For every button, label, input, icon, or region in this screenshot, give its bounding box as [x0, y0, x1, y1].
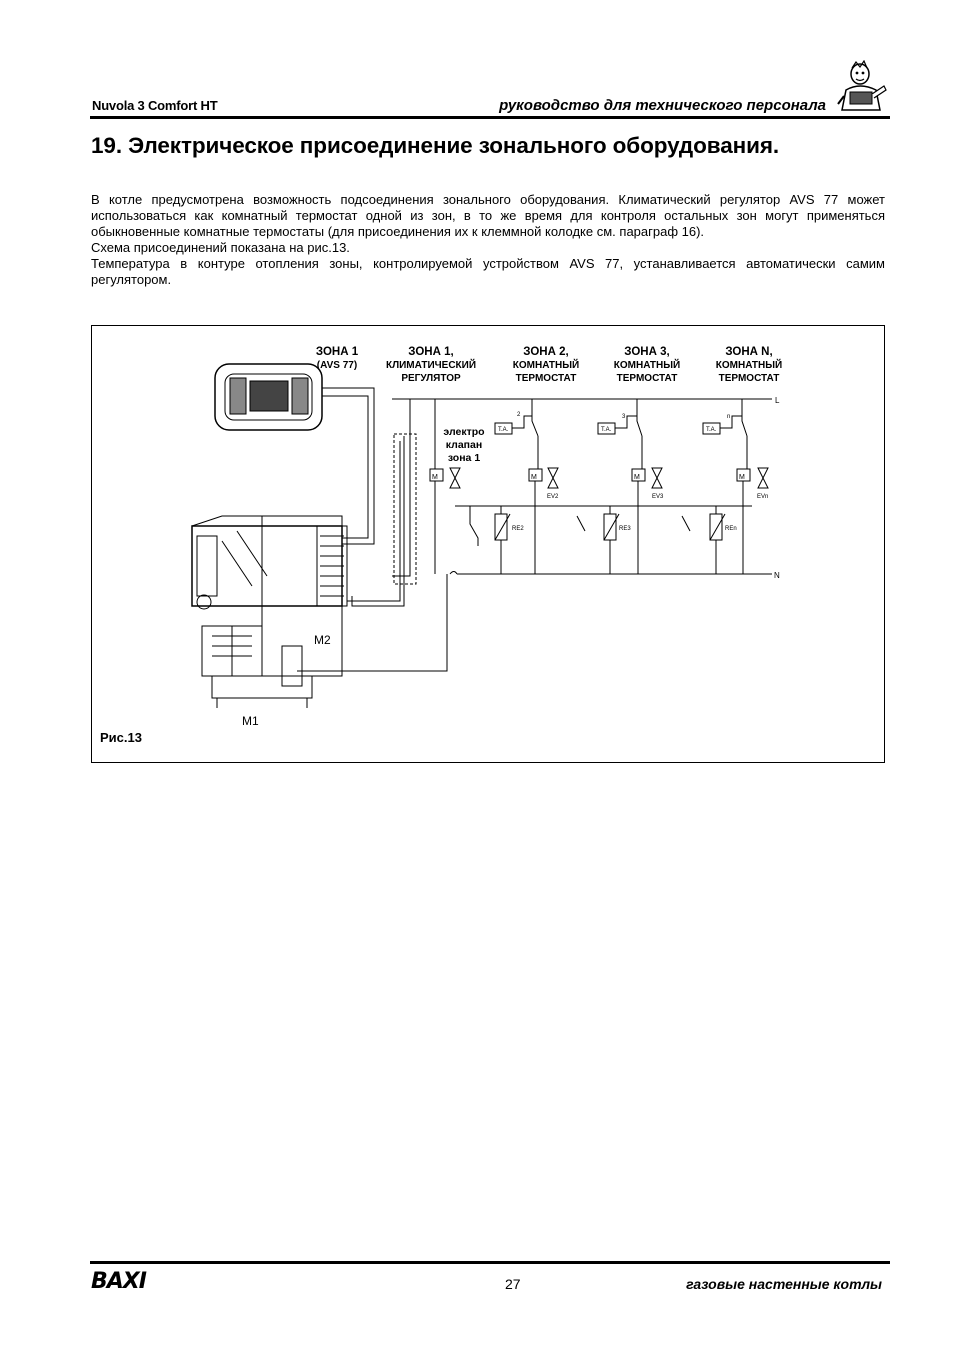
zone-sub: КОМНАТНЫЙ	[613, 360, 681, 371]
zone-num: 3	[622, 414, 626, 420]
terminal-m2-label: M2	[314, 633, 331, 647]
zone-num: 2	[517, 412, 521, 418]
motor-label: M	[432, 474, 438, 481]
footer-category: газовые настенные котлы	[686, 1276, 882, 1292]
ta-label: T.A.	[601, 427, 612, 433]
zone-3-circuit	[577, 399, 717, 574]
ev-label: EV3	[652, 494, 664, 500]
zone-sub: (AVS 77)	[316, 360, 358, 371]
zone-title: ЗОНА N,	[725, 346, 773, 358]
zone-n-circuit	[682, 399, 768, 574]
motor-label: M	[739, 474, 745, 481]
zone-sub: КОМНАТНЫЙ	[512, 360, 580, 371]
section-title: 19. Электрическое присоединение зонального оборудования.	[91, 133, 780, 158]
paragraph: Схема присоединений показана на рис.13.	[91, 240, 350, 255]
relay-label: REn	[725, 526, 737, 532]
relay-label: RE2	[512, 526, 524, 532]
zone-title: ЗОНА 1	[315, 346, 359, 358]
zone-num: n	[727, 414, 731, 420]
valve-label-line: электро	[443, 426, 485, 438]
zone-label	[376, 346, 486, 385]
zone-label	[694, 346, 804, 385]
zone-sub: ТЕРМОСТАТ	[718, 373, 780, 384]
zone-sub: ТЕРМОСТАТ	[515, 373, 577, 384]
motor-label: M	[634, 474, 640, 481]
valve-label-line: клапан	[445, 439, 483, 451]
line-l-label: L	[775, 396, 780, 405]
baxi-logo: BAXI	[91, 1269, 146, 1294]
wiring-diagram	[92, 326, 884, 762]
paragraph: В котле предусмотрена возможность подсоединения зонального оборудования. Климатический регулятор AVS 77 может использоваться как комнатный термостат одной из зон, в то же время для контроля остальных зон могут применяться обыкновенные комнатные термостаты (для присоединения их к клеммной колодке см. параграф 16).	[91, 192, 885, 239]
relay-label: RE3	[619, 526, 631, 532]
zone1-valve-label	[434, 426, 494, 465]
zone-title: ЗОНА 1,	[408, 346, 454, 358]
motor-label: M	[531, 474, 537, 481]
valve-label-line: зона 1	[447, 452, 481, 464]
page-number: 27	[505, 1276, 521, 1292]
ev-label: EVn	[757, 494, 769, 500]
line-n-label: N	[774, 571, 780, 580]
header-audience: руководство для технического персонала	[499, 97, 826, 114]
technician-mascot-icon	[836, 60, 888, 114]
ta-label: T.A.	[498, 427, 509, 433]
body-text	[91, 192, 885, 288]
figure-13	[91, 325, 885, 763]
zone-title: ЗОНА 3,	[624, 346, 670, 358]
footer-rule	[90, 1261, 890, 1264]
header-rule	[90, 116, 890, 119]
paragraph: Температура в контуре отопления зоны, контролируемой устройством AVS 77, устанавливается автоматически самим регулятором.	[91, 256, 885, 287]
figure-caption: Рис.13	[100, 730, 142, 745]
ev-label: EV2	[547, 494, 559, 500]
zone-sub: КЛИМАТИЧЕСКИЙ	[385, 360, 477, 371]
zone1-valve-icon	[450, 468, 460, 488]
zone-title: ЗОНА 2,	[523, 346, 569, 358]
boiler-unit-icon	[192, 516, 347, 708]
zone-sub: КОМНАТНЫЙ	[715, 360, 783, 371]
zone-sub: ТЕРМОСТАТ	[616, 373, 678, 384]
header-product: Nuvola 3 Comfort HT	[92, 98, 218, 113]
zone-label	[592, 346, 702, 385]
terminal-m1-label: M1	[242, 714, 259, 728]
zone-sub: РЕГУЛЯТОР	[401, 373, 461, 384]
ta-label: T.A.	[706, 427, 717, 433]
zone-label	[491, 346, 601, 385]
